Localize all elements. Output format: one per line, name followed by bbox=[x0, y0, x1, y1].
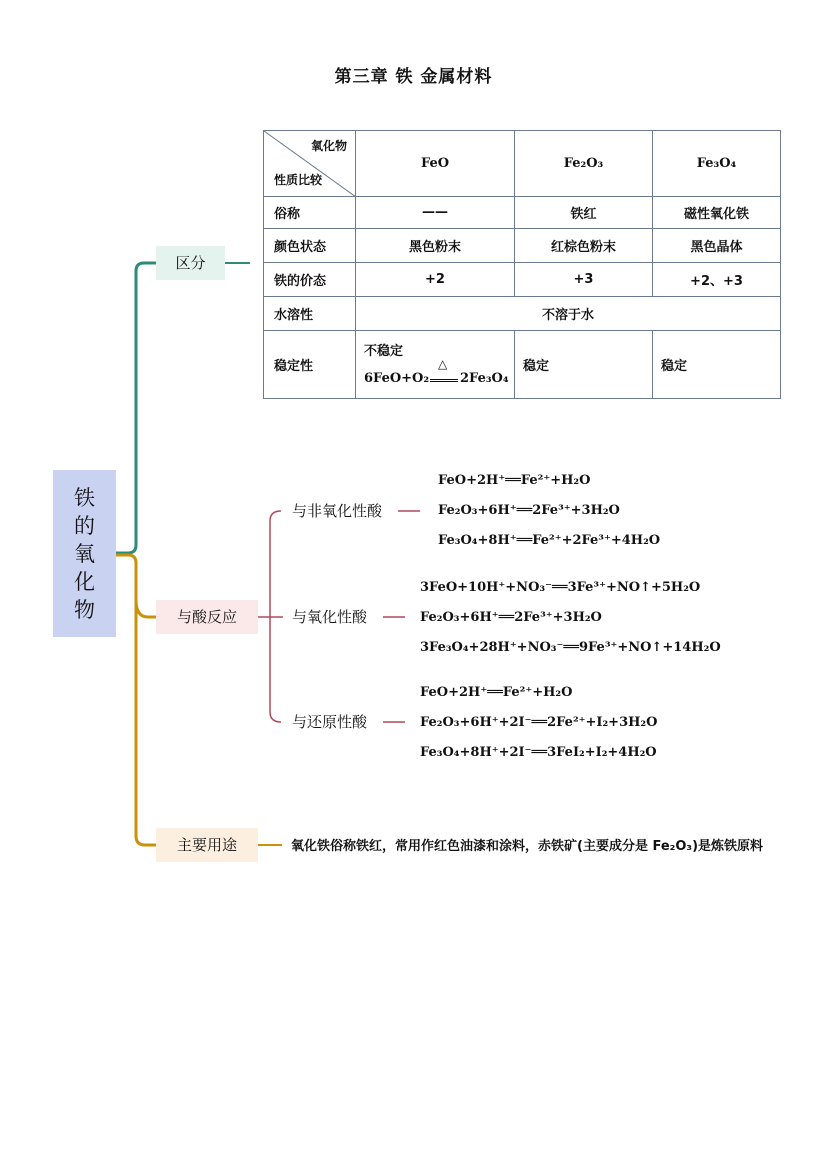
root-char: 氧 bbox=[74, 542, 95, 566]
page-title: 第三章 铁 金属材料 bbox=[334, 67, 493, 87]
root-node bbox=[53, 470, 116, 637]
eq-double-line bbox=[430, 379, 458, 382]
branch-acid: 与酸反应 bbox=[156, 600, 258, 634]
cell: 黑色晶体 bbox=[653, 229, 781, 263]
eq-right: 2Fe₃O₄ bbox=[460, 370, 509, 386]
merged-cell: 不溶于水 bbox=[356, 297, 781, 331]
equation: FeO+2H⁺══Fe²⁺+H₂O bbox=[438, 473, 591, 488]
table-corner-cell bbox=[264, 131, 356, 197]
equation: 3Fe₃O₄+28H⁺+NO₃⁻══9Fe³⁺+NO↑+14H₂O bbox=[420, 640, 721, 655]
row-label: 颜色状态 bbox=[264, 229, 356, 263]
row-label: 铁的价态 bbox=[264, 263, 356, 297]
eq-left: 6FeO+O₂ bbox=[364, 370, 430, 386]
cell: +3 bbox=[515, 263, 653, 297]
sub-oxidizing: 与氧化性酸 bbox=[292, 608, 368, 626]
connector-acid bbox=[136, 600, 156, 617]
eq-condition: △ bbox=[438, 356, 448, 371]
equation: 3FeO+10H⁺+NO₃⁻══3Fe³⁺+NO↑+5H₂O bbox=[420, 580, 701, 595]
comparison-table bbox=[263, 130, 781, 399]
cell: +2 bbox=[356, 263, 515, 297]
row-label: 俗称 bbox=[264, 197, 356, 229]
equation: Fe₂O₃+6H⁺+2I⁻══2Fe²⁺+I₂+3H₂O bbox=[420, 715, 658, 730]
row-label: 水溶性 bbox=[264, 297, 356, 331]
stability-feo-equation bbox=[364, 356, 510, 389]
corner-top-label: 氧化物 bbox=[310, 139, 347, 153]
connector-usage bbox=[116, 555, 156, 845]
row-label: 稳定性 bbox=[264, 331, 356, 399]
cell: 稳定 bbox=[515, 331, 653, 399]
header-fe2o3: Fe₂O₃ bbox=[515, 131, 653, 197]
cell: +2、+3 bbox=[653, 263, 781, 297]
connector-distinguish bbox=[116, 263, 156, 553]
root-char: 铁 bbox=[74, 486, 95, 510]
header-feo: FeO bbox=[356, 131, 515, 197]
root-char: 的 bbox=[74, 514, 95, 538]
equation: FeO+2H⁺══Fe²⁺+H₂O bbox=[420, 685, 573, 700]
root-char: 物 bbox=[74, 598, 95, 622]
equation: Fe₂O₃+6H⁺══2Fe³⁺+3H₂O bbox=[438, 503, 620, 518]
corner-bottom-label: 性质比较 bbox=[274, 173, 323, 187]
cell: 红棕色粉末 bbox=[515, 229, 653, 263]
cell: 黑色粉末 bbox=[356, 229, 515, 263]
stability-feo-cell bbox=[356, 331, 515, 399]
equation: Fe₃O₄+8H⁺══Fe²⁺+2Fe³⁺+4H₂O bbox=[438, 533, 661, 548]
cell: —— bbox=[356, 197, 515, 229]
usage-text: 氧化铁俗称铁红，常用作红色油漆和涂料，赤铁矿(主要成分是 Fe₂O₃)是炼铁原料 bbox=[291, 839, 764, 854]
stability-feo-text: 不稳定 bbox=[364, 343, 404, 359]
branch-usage: 主要用途 bbox=[156, 828, 258, 862]
sub-reducing: 与还原性酸 bbox=[292, 713, 368, 731]
header-fe3o4: Fe₃O₄ bbox=[653, 131, 781, 197]
cell: 稳定 bbox=[653, 331, 781, 399]
branch-distinguish: 区分 bbox=[156, 246, 225, 280]
cell: 铁红 bbox=[515, 197, 653, 229]
cell: 磁性氧化铁 bbox=[653, 197, 781, 229]
sub-non-oxidizing: 与非氧化性酸 bbox=[292, 502, 383, 520]
root-char: 化 bbox=[74, 570, 95, 594]
equation: Fe₂O₃+6H⁺══2Fe³⁺+3H₂O bbox=[420, 610, 602, 625]
equation: Fe₃O₄+8H⁺+2I⁻══3FeI₂+I₂+4H₂O bbox=[420, 745, 657, 760]
